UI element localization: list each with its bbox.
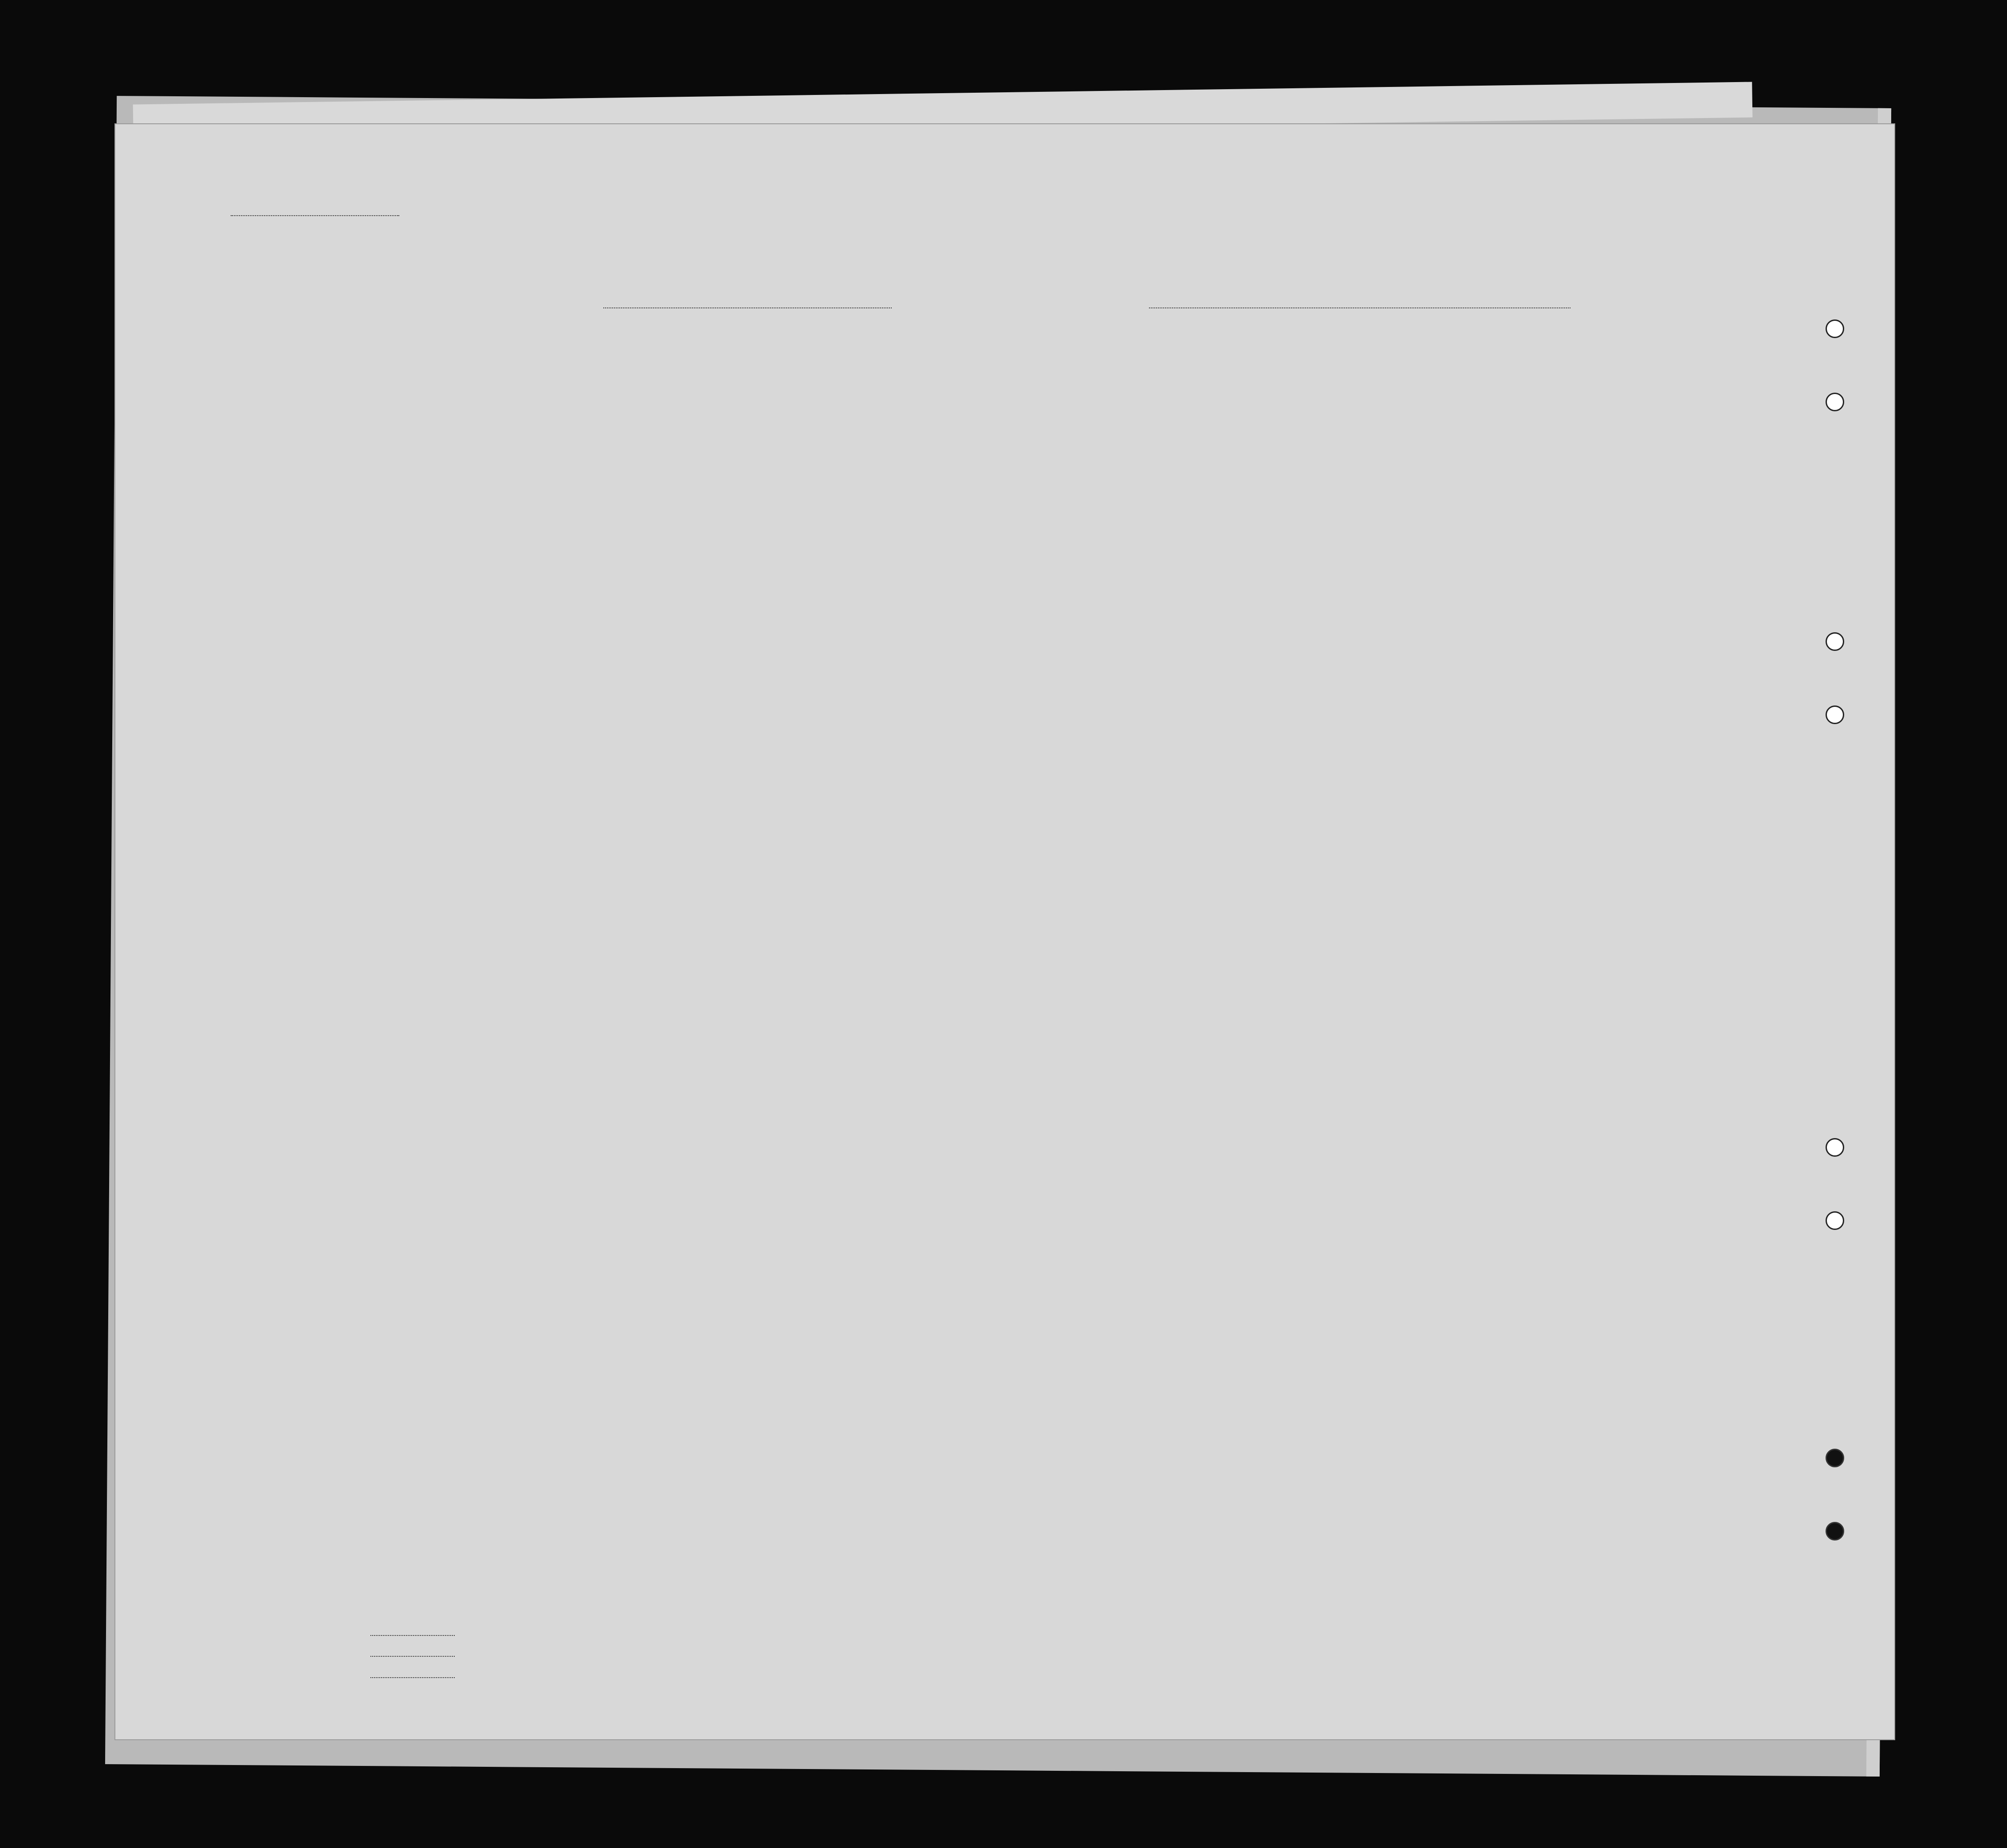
total-line bbox=[370, 1635, 455, 1636]
citizens-line bbox=[370, 1656, 455, 1657]
binder-hole bbox=[1826, 705, 1844, 724]
binder-hole bbox=[1826, 1449, 1844, 1467]
binder-hole bbox=[1826, 632, 1844, 651]
binder-hole bbox=[1826, 1522, 1844, 1541]
binder-hole bbox=[1826, 393, 1844, 411]
manifest-sheet bbox=[115, 124, 1894, 1739]
binder-hole bbox=[1826, 1138, 1844, 1157]
binder-hole bbox=[1826, 1211, 1844, 1230]
aliens-line bbox=[370, 1677, 455, 1678]
manifest-grid bbox=[115, 124, 1894, 1739]
binder-hole bbox=[1826, 319, 1844, 338]
